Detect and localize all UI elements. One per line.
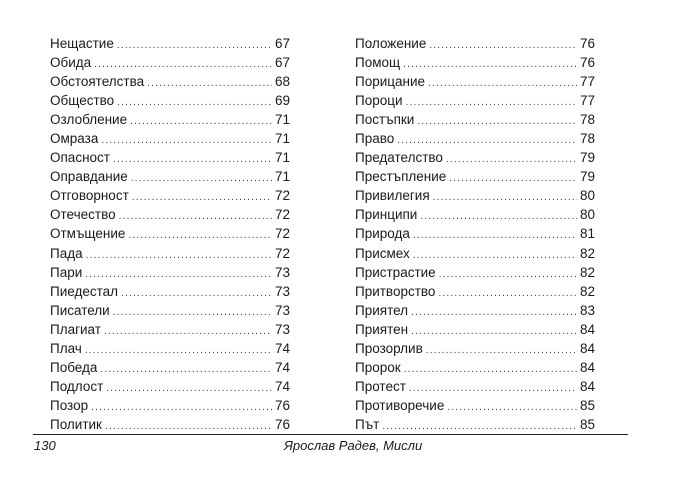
index-page-number: 74 [274,359,290,375]
index-entry [50,339,290,358]
index-term: Обстоятелства [50,74,145,90]
index-page-number: 85 [579,416,595,432]
dot-leader [85,341,272,360]
dot-leader [411,322,577,341]
dot-leader [433,188,577,207]
index-term: Отмъщение [50,226,126,242]
index-page-number: 72 [274,226,290,242]
index-page-number: 76 [579,55,595,71]
index-page-number: 82 [579,283,595,299]
dot-leader [420,207,577,226]
index-page-number: 74 [274,378,290,394]
dot-leader [106,379,272,398]
index-entry [355,396,595,415]
index-term: Отговорност [50,188,129,204]
index-page-number: 84 [579,359,595,375]
index-page-number: 84 [579,378,595,394]
dot-leader [128,226,272,245]
index-page-number: 76 [274,416,290,432]
index-page-number: 71 [274,150,290,166]
index-page-number: 73 [274,302,290,318]
dot-leader [104,322,272,341]
index-term: Общество [50,93,115,109]
index-entry [355,358,595,377]
index-term: Подлост [50,378,104,394]
index-term: Пороци [355,93,403,109]
index-entry [50,186,290,205]
footer-rule [33,434,628,435]
index-entry [50,320,290,339]
index-page-number: 67 [274,55,290,71]
dot-leader [406,93,577,112]
dot-leader [113,303,272,322]
index-page-number: 82 [579,245,595,261]
index-entry [50,396,290,415]
dot-leader [147,74,272,93]
dot-leader [117,36,272,55]
dot-leader [91,398,272,417]
index-page-number: 78 [579,131,595,147]
index-entry [50,129,290,148]
index-entry [50,167,290,186]
dot-leader [447,398,577,417]
index-entry [50,263,290,282]
index-term: Отечество [50,207,116,223]
index-term: Пристрастие [355,264,436,280]
index-term: Писатели [50,302,110,318]
index-entry [50,34,290,53]
index-page-number: 85 [579,397,595,413]
dot-leader [117,93,272,112]
index-page-number: 83 [579,302,595,318]
index-entry [355,167,595,186]
index-entry [355,301,595,320]
dot-leader [439,265,577,284]
footer-page-number: 130 [34,438,56,453]
dot-leader [119,207,272,226]
dot-leader [121,284,272,303]
index-page-number: 73 [274,283,290,299]
index-entry [50,72,290,91]
index-term: Природа [355,226,410,242]
index-page-number: 67 [274,36,290,51]
index-term: Пиедестал [50,283,119,299]
dot-leader [101,131,272,150]
index-term: Право [355,131,395,147]
index-entry [355,34,595,53]
index-term: Присмех [355,245,410,261]
dot-leader [413,246,577,265]
index-page-number: 76 [274,397,290,413]
index-page-number: 71 [274,112,290,128]
index-page-number: 84 [579,340,595,356]
index-term: Приятел [355,302,409,318]
dot-leader [132,188,272,207]
index-entry [50,358,290,377]
index-page-number: 74 [274,340,290,356]
index-page-number: 72 [274,188,290,204]
index-term: Плагиат [50,321,101,337]
dot-leader [113,150,272,169]
index-page-number: 80 [579,207,595,223]
index-term: Плач [50,340,82,356]
dot-leader [86,246,272,265]
index-page-number: 71 [274,131,290,147]
index-column-right [355,34,595,434]
index-entry [355,415,595,434]
index-page-number: 79 [579,150,595,166]
index-term: Пророк [355,359,401,375]
index-page-number: 73 [274,264,290,280]
index-page-number: 76 [579,36,595,51]
index-entry [355,148,595,167]
dot-leader [438,284,577,303]
index-entry [355,224,595,243]
index-term: Притворство [355,283,436,299]
index-term: Привилегия [355,188,430,204]
index-page-number: 80 [579,188,595,204]
index-entry [50,205,290,224]
index-page-number: 79 [579,169,595,185]
index-term: Пари [50,264,83,280]
index-column-left [50,34,290,434]
index-entry [355,205,595,224]
index-page-number: 72 [274,245,290,261]
dot-leader [131,169,272,188]
index-term: Протест [355,378,406,394]
index-page-number: 68 [274,74,290,90]
index-entry [355,263,595,282]
index-term: Принципи [355,207,418,223]
index-entry [50,53,290,72]
index-term: Оправдание [50,169,128,185]
index-entry [50,244,290,263]
index-page-number: 69 [274,93,290,109]
index-entry [355,91,595,110]
dot-leader [404,360,577,379]
index-page-number: 77 [579,93,595,109]
dot-leader [100,360,272,379]
index-term: Политик [50,416,102,432]
dot-leader [417,112,577,131]
footer-running-title: Ярослав Радев, Мисли [284,438,423,453]
index-page-number: 82 [579,264,595,280]
index-term: Престъпление [355,169,447,185]
index-page-number: 73 [274,321,290,337]
index-entry [50,282,290,301]
index-page-number: 77 [579,74,595,90]
index-entry [355,320,595,339]
index-term: Постъпки [355,112,415,128]
index-term: Опасност [50,150,110,166]
index-term: Нещастие [50,36,114,51]
index-term: Победа [50,359,98,375]
index-page-number: 81 [579,226,595,242]
index-term: Порицание [355,74,426,90]
index-page-number: 72 [274,207,290,223]
dot-leader [428,74,577,93]
dot-leader [429,36,577,55]
index-term: Позор [50,397,89,413]
index-entry [355,72,595,91]
index-term: Озлобление [50,112,128,128]
index-term: Пада [50,245,83,261]
index-entry [50,415,290,434]
index-term: Път [355,416,380,432]
index-term: Противоречие [355,397,445,413]
dot-leader [449,169,577,188]
index-term: Прозорлив [355,340,423,356]
index-entry [50,91,290,110]
index-term: Предателство [355,150,443,166]
index-page-number: 84 [579,321,595,337]
index-entry [355,339,595,358]
index-term: Омраза [50,131,99,147]
index-entry [355,129,595,148]
index-entry [50,377,290,396]
index-term: Положение [355,36,427,51]
dot-leader [130,112,272,131]
index-entry [355,244,595,263]
index-term: Помощ [355,55,401,71]
index-entry [50,301,290,320]
dot-leader [426,341,577,360]
dot-leader [446,150,577,169]
index-entry [355,110,595,129]
dot-leader [413,226,577,245]
index-entry [355,186,595,205]
index-term: Приятен [355,321,409,337]
dot-leader [411,303,577,322]
index-entry [355,53,595,72]
index-entry [50,224,290,243]
index-term: Обида [50,55,92,71]
index-page-number: 78 [579,112,595,128]
dot-leader [403,55,577,74]
index-entry [50,148,290,167]
index-entry [355,377,595,396]
index-page-number: 71 [274,169,290,185]
index-entry [50,110,290,129]
index-entry [355,282,595,301]
